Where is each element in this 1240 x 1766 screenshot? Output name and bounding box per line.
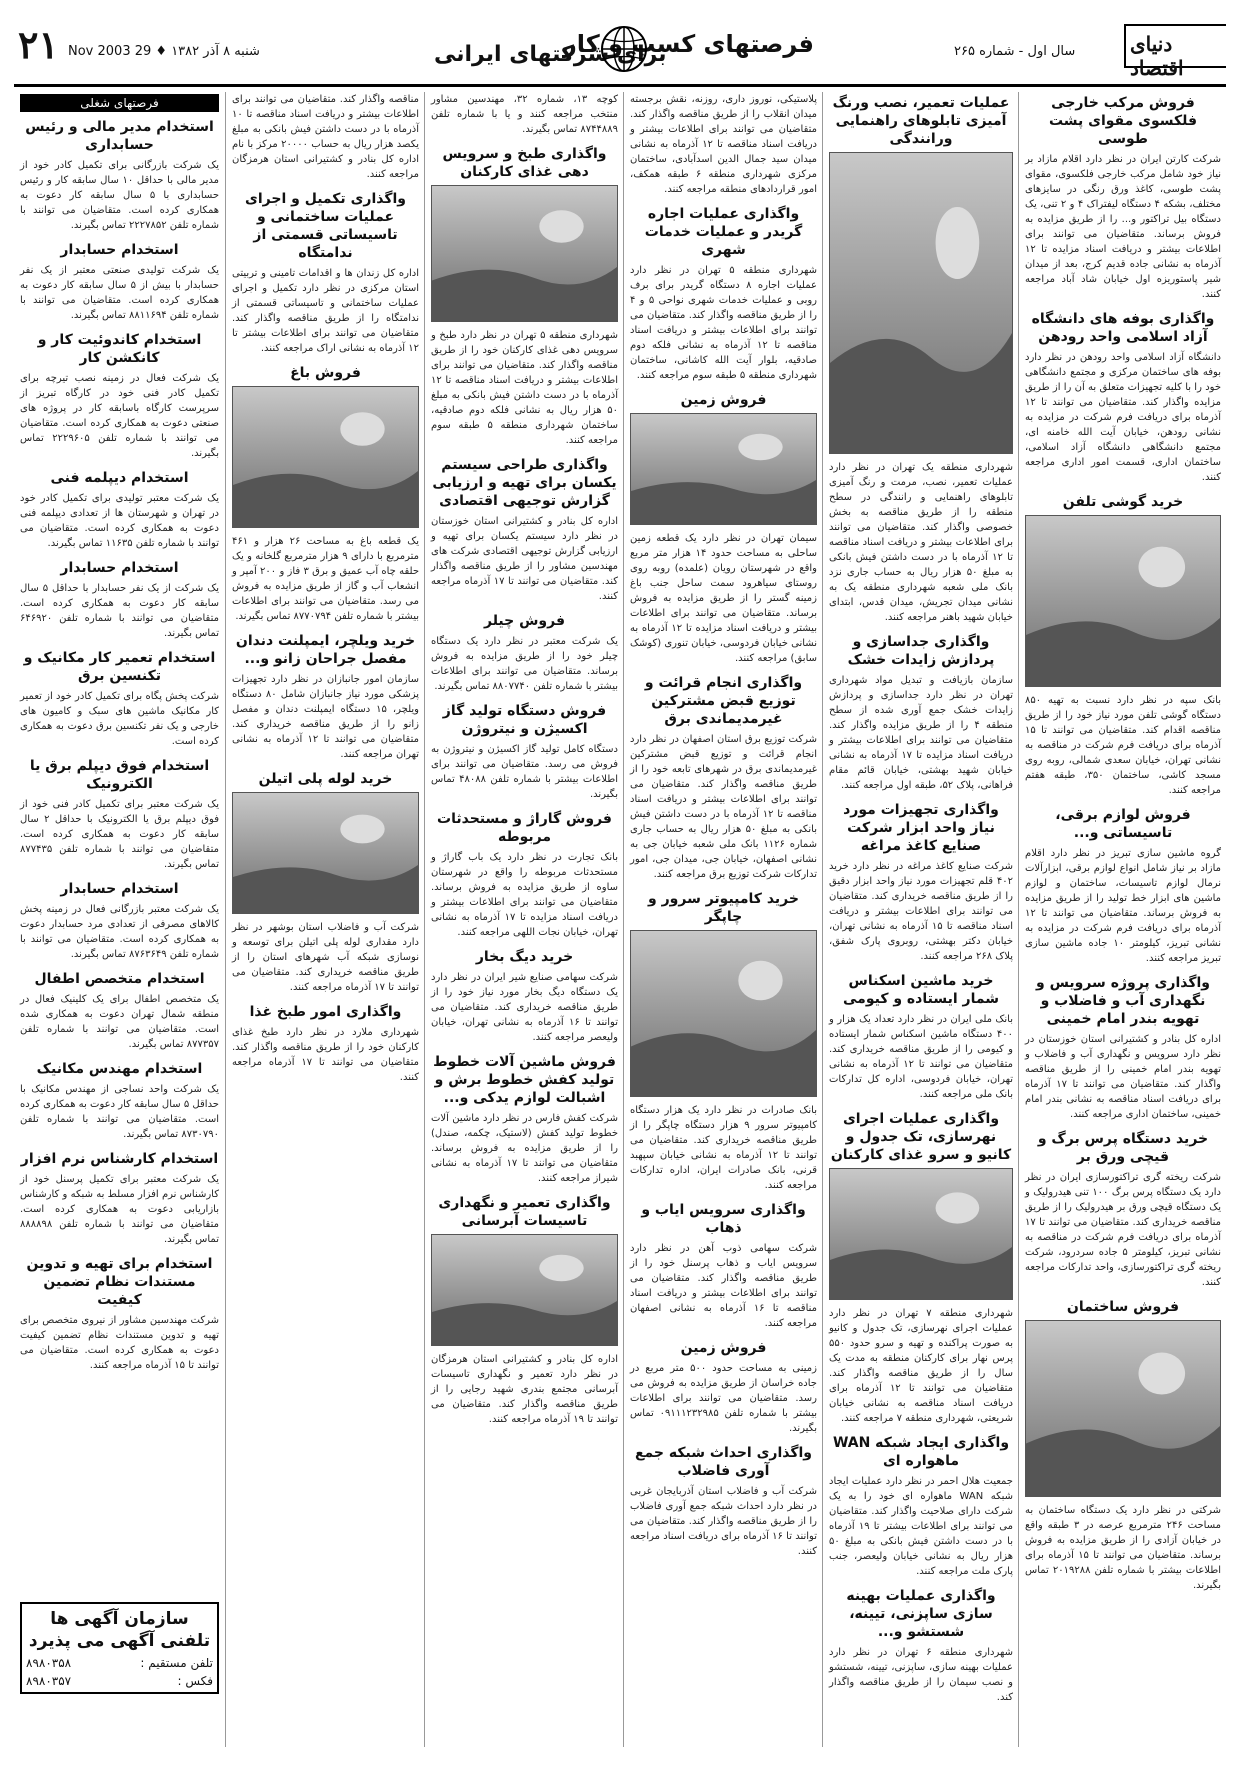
ad-photo (232, 386, 419, 528)
ad-title: فروش ماشین آلات خطوط تولید کفش خطوط برش و اشبالت لوازم یدکی و... (433, 1054, 616, 1106)
jobs-list (14, 116, 225, 1596)
ad-item (829, 94, 1013, 625)
ad-title: خرید دستگاه پرس برگ و قیچی ورق بر (1037, 1131, 1209, 1165)
job-ad-title: استخدام حسابدار (60, 881, 179, 897)
ad-item (431, 810, 618, 940)
ad-body: شرکت سهامی ذوب آهن در نظر دارد سرویس ایاب و ذهاب پرسنل خود را از طریق مناقصه واگذار کند. متقاضیان می توانند برای اطلاعات بیشتر و دریافت اسناد مناقصه تا ۱۶ آذرماه به نشانی اصفهان مراجعه کنند. (630, 1243, 818, 1329)
job-ad-title: استخدام مدیر مالی و رئیس حسابداری (25, 119, 214, 153)
job-ad-body: یک شرکت واحد نساجی از مهندس مکانیک با حداقل ۵ سال سابقه کار دعوت به همکاری کرده است. متقاضیان می توانند با شماره تلفن ۸۷۳۰۷۹۰ تماس بگیرند. (20, 1084, 219, 1140)
job-ad-item (20, 1150, 219, 1247)
ad-item (232, 632, 419, 762)
ad-title: فروش ساختمان (1066, 1299, 1180, 1315)
ad-item (829, 801, 1013, 964)
ad-body: شرکت سهامی صنایع شیر ایران در نظر دارد یک دستگاه دیگ بخار مورد نیاز خود را از طریق مناقصه خریداری کند. متقاضیان می توانند تا ۱۶ آذرماه به نشانی تهران، خیابان ولیعصر مراجعه کنند. (431, 972, 618, 1043)
ad-body: زمینی به مساحت حدود ۵۰۰ متر مربع در جاده خراسان از طریق مزایده به فروش می رسد. متقاضیان می توانند برای اطلاعات بیشتر با شماره تلفن ۰۹۱۱۱۲۳۲۹۸۵ تماس بگیرند. (630, 1363, 818, 1434)
job-ad-title: استخدام متخصص اطفال (34, 971, 205, 987)
ads-box-title-1: سازمان آگهی ها (50, 1609, 189, 1629)
ad-title: فروش گاراژ و مستحدثات مربوطه (437, 811, 612, 845)
ad-item (431, 612, 618, 694)
ad-item (431, 92, 618, 137)
ad-item (630, 92, 817, 197)
ad-title: واگذاری احداث شبکه جمع آوری فاضلاب (634, 1445, 813, 1479)
ad-title: فروش چیلر (484, 613, 565, 629)
ad-item (829, 633, 1013, 793)
job-ad-title: استخدام برای تهیه و تدوین مستندات نظام تضمین کیفیت (26, 1256, 213, 1308)
ads-office-box (20, 1602, 219, 1694)
ad-body: اداره کل بنادر و کشتیرانی استان خوزستان در نظر دارد سرویس و نگهداری آب و فاضلاب و تهویه بندر امام خمینی را از طریق مناقصه واگذار کند. متقاضیان می توانند تا ۱۷ آذرماه برای دریافت اسناد مناقصه به نشانی بندر امام خمینی، ساختمان اداری مراجعه کنند. (1025, 1034, 1221, 1120)
ad-title: خرید گوشی تلفن (1062, 494, 1184, 510)
ads-box-title-2: تلفنی آگهی می پذیرد (28, 1631, 211, 1651)
job-ad-item (20, 1060, 219, 1142)
ad-item (431, 702, 618, 802)
ad-photo (829, 152, 1013, 454)
job-ad-body: یک شرکت معتبر بازرگانی فعال در زمینه پخش کالاهای مصرفی از تعدادی مرد حسابدار دعوت به همکاری کرده است. متقاضیان می توانند با شماره تلفن ۸۷۶۳۶۴۹ تماس بگیرند. (20, 904, 219, 960)
masthead (14, 14, 1226, 87)
ad-title: واگذاری انجام قرائت و توزیع قبض مشترکین غیرمدیماندی برق (644, 675, 803, 727)
ad-item (829, 1434, 1013, 1579)
ad-body: شرکت صنایع کاغذ مراغه در نظر دارد خرید ۴۰۲ قلم تجهیزات مورد نیاز واحد ابزار دقیق را از طریق مناقصه خریداری کند. متقاضیان می توانند برای اطلاعات بیشتر و دریافت اسناد مناقصه تا ۱۵ آذرماه به نشانی تهران، خیابان دکتر بهشتی، روبروی پارک شفق، پلاک ۲۶۸ مراجعه کنند. (829, 861, 1013, 962)
ad-title: واگذاری پروژه سرویس و نگهداری آب و فاضلاب و تهویه بندر امام خمینی (1036, 975, 1210, 1027)
ad-body: شهرداری منطقه ۵ تهران در نظر دارد عملیات اجاره ۸ دستگاه گریدر برای برف روبی و عملیات خدمات شهری نواحی ۵ و ۴ را از طریق مناقصه واگذار کند. متقاضیان می توانند برای اطلاعات بیشتر و دریافت اسناد مناقصه تا ۱۲ آذرماه به نشانی فلکه دوم صادقیه، بلوار آیت الله کاشانی، ساختمان شهرداری منطقه ۵ طبقه سوم مراجعه کنند. (630, 265, 818, 381)
ad-body: جمعیت هلال احمر در نظر دارد عملیات ایجاد شبکه WAN ماهواره ای خود را به یک شرکت دارای صلاحیت واگذار کند. متقاضیان می توانند برای اطلاعات بیشتر تا ۱۹ آذرماه با در دست داشتن فیش بانکی به مبلغ ۵۰ هزار ریال به نشانی خیابان ولیعصر، جنب پارک ملت مراجعه کنند. (829, 1476, 1013, 1577)
ad-title: واگذاری امور طبخ غذا (249, 1004, 402, 1020)
ad-photo (829, 1168, 1013, 1300)
ad-photo (232, 792, 419, 914)
ad-body: شرکت کفش فارس در نظر دارد ماشین آلات خطوط تولید کفش (لاستیک، چکمه، صندل) را از طریق مزایده به فروش برساند. متقاضیان می توانند تا ۱۷ آذرماه به نشانی شیراز مراجعه کنند. (431, 1113, 618, 1184)
ad-item (232, 190, 419, 356)
job-ad-item (20, 880, 219, 962)
ad-item (630, 1339, 817, 1436)
ad-body: شهرداری منطقه یک تهران در نظر دارد عملیات تعمیر، نصب، مرمت و رنگ آمیزی تابلوهای راهنمایی و رانندگی در سطح منطقه را از طریق مناقصه به بخش خصوصی واگذار کند. متقاضیان می توانند برای اطلاعات بیشتر و دریافت اسناد مناقصه تا ۱۲ آذرماه با در دست داشتن فیش بانکی به مبلغ ۵۰ هزار ریال به حساب جاری نزد بانک ملی شعبه شهرداری منطقه یک به نشانی میدان تجریش، میدان قدس، ابتدای خیابان شهید باهنر مراجعه کنند. (829, 462, 1013, 623)
ad-photo (431, 185, 618, 322)
ads-phone-label: تلفن مستقیم : (140, 1656, 213, 1670)
jobs-section-header: فرصتهای شغلی (20, 94, 219, 112)
ad-body: دانشگاه آزاد اسلامی واحد رودهن در نظر دارد بوفه های ساختمان مرکزی و مجتمع دانشگاهی خود را با کلیه تجهیزات متعلق به آن را از طریق مزایده واگذار کند. متقاضیان می توانند تا ۱۲ آذرماه برای دریافت فرم شرکت در مزایده به نشانی رودهن، خیابان آیت الله خامنه ای، مجتمع دانشگاهی دانشگاه آزاد اسلامی، ساختمان اداری، قسمت امور اداری مراجعه کنند. (1025, 352, 1221, 483)
issue-number: سال اول - شماره ۲۶۵ (954, 44, 1076, 59)
issue-date: شنبه ۸ آذر ۱۳۸۲ ♦ 29 Nov 2003 (68, 44, 260, 59)
logo-text: دنیای اقتصاد (1130, 32, 1184, 80)
ad-body: بانک سپه در نظر دارد نسبت به تهیه ۸۵۰ دستگاه گوشی تلفن مورد نیاز خود را از طریق مناقصه اقدام کند. متقاضیان می توانند تا ۱۵ آذرماه برای دریافت فرم شرکت در مناقصه به نشانی تهران، خیابان سعدی شمالی، روبه روی مسجد کاشی، ساختمان ۳۵۰، طبقه هفتم مراجعه کنند. (1025, 695, 1221, 796)
ad-title: واگذاری طبخ و سرویس دهی غذای کارکنان (442, 146, 607, 180)
ad-item (630, 1444, 817, 1559)
ad-title: واگذاری سرویس ایاب و ذهاب (641, 1202, 806, 1236)
ad-item (1025, 1130, 1221, 1290)
job-ad-body: یک متخصص اطفال برای یک کلینیک فعال در منطقه شمال تهران دعوت به همکاری شده است. متقاضیان می توانند با شماره تلفن ۸۷۷۳۵۷ تماس بگیرند. (20, 994, 219, 1050)
ads-phone-line (26, 1656, 213, 1670)
ad-body: شهرداری منطقه ۷ تهران در نظر دارد عملیات اجرای نهرسازی، تک جدول و کانیو به صورت پراکنده و تهیه و سرو حدود ۵۵۰ پرس نهار برای کارکنان منطقه به مدت یک سال را از طریق مناقصه واگذار کند. متقاضیان می توانند تا ۱۲ آذرماه برای دریافت اسناد مناقصه به نشانی خیابان شریعتی، شهرداری منطقه ۷ مراجعه کنند. (829, 1308, 1013, 1424)
ad-body: گروه ماشین سازی تبریز در نظر دارد اقلام مازاد بر نیاز شامل انواع لوازم برقی، ابزارآلات نرمال لوازم تاسیسات، ساختمان و لوازم ماشین های ابزار خط تولید را از طریق مزایده به فروش برساند. متقاضیان می توانند تا ۱۲ آذرماه برای دریافت فرم شرکت در مزایده به نشانی تبریز، کیلومتر ۱۰ جاده ماشین سازی تبریز مراجعه کنند. (1025, 848, 1221, 964)
ad-item (232, 364, 419, 624)
job-ad-item (20, 331, 219, 461)
ad-body: کوچه ۱۳، شماره ۳۲، مهندسین مشاور منتخب مراجعه کنند و یا با شماره تلفن ۸۷۴۴۸۸۹ تماس بگیرند. (431, 94, 618, 135)
ad-body: شرکت آب و فاضلاب استان آذربایجان غربی در نظر دارد احداث شبکه جمع آوری فاضلاب را از طریق مناقصه واگذار کند. متقاضیان می توانند تا ۱۶ آذرماه برای دریافت اسناد مراجعه کنند. (630, 1486, 817, 1557)
ad-item (1025, 310, 1221, 485)
ad-photo (431, 1234, 618, 1346)
ads-fax-number: ۸۹۸۰۳۵۷ (26, 1674, 72, 1688)
job-ad-body: یک شرکت معتبر تولیدی برای تکمیل کادر خود در تهران و شهرستان ها از تعدادی دیپلمه فنی دعوت به همکاری کرده است. متقاضیان می توانند با شماره تلفن ۱۱۶۳۵ تماس بگیرند. (20, 493, 219, 549)
job-ad-title: استخدام فوق دیپلم برق یا الکترونیک (29, 758, 210, 792)
job-ad-item (20, 118, 219, 233)
ad-body: شرکت کارتن ایران در نظر دارد اقلام مازاد بر نیاز خود شامل مرکب خارجی فلکسوی، مقوای پشت طوسی، کاغذ ورق رنگی در سایزهای مختلف، بشکه ۴ دستگاه لیفتراک ۴ و ۲ تنی، یک دستگاه بیل تراکتور و... را از طریق مزایده به فروش برساند. متقاضیان می توانند برای اطلاعات بیشتر و دریافت اسناد مزایده تا ۱۲ آذرماه به نشانی جاده قدیم کرج، بعد از میدان شیر پاستوریزه اول خیابان شاد آباد مراجعه کنند. (1025, 154, 1221, 300)
ad-title: واگذاری جداسازی و پردازش زایدات خشک (847, 634, 995, 668)
ad-title: خرید ویلچر، ایمپلنت دندان مفصل جراحان زانو و... (235, 633, 416, 667)
ad-body: شرکت ریخته گری تراکتورسازی ایران در نظر دارد یک دستگاه پرس برگ ۱۰۰ تنی هیدرولیک و یک دستگاه قیچی ورق بر هیدرولیک را از طریق مناقصه خریداری کند. متقاضیان می توانند تا ۱۷ آذرماه برای دریافت فرم شرکت در مناقصه به نشانی تبریز، کیلومتر ۵ جاده سردرود، شرکت ریخته گری تراکتورسازی، واحد تدارکات مراجعه کنند. (1025, 1172, 1221, 1288)
job-ad-title: استخدام حسابدار (60, 560, 179, 576)
ad-title: واگذاری تجهیزات مورد نیاز واحد ابزار شرکت صنایع کاغذ مراغه (843, 802, 999, 854)
ad-body: شرکت آب و فاضلاب استان بوشهر در نظر دارد مقداری لوله پلی اتیلن برای توسعه و نوسازی شبکه آب شهرهای استان را از طریق مناقصه خریداری کند. متقاضیان می توانند تا ۱۷ آذرماه مراجعه کنند. (232, 922, 419, 993)
job-ad-body: یک شرکت تولیدی صنعتی معتبر از یک نفر حسابدار با بیش از ۵ سال سابقه کار دعوت به همکاری کرده است. متقاضیان می توانند با شماره تلفن ۸۸۱۱۶۹۴ تماس بگیرند. (20, 265, 219, 321)
job-ad-item (20, 559, 219, 641)
job-ad-body: یک شرکت بازرگانی برای تکمیل کادر خود از مدیر مالی با حداقل ۱۰ سال سابقه کار و رئیس حسابداری با ۵ سال سابقه کار دعوت به همکاری کرده است. متقاضیان می توانند با شماره تلفن ۲۲۲۷۸۵۲ تماس بگیرند. (20, 160, 220, 231)
ad-body: شرکت توزیع برق استان اصفهان در نظر دارد انجام قرائت و توزیع قبض مشترکین غیرمدیماندی برق در شهرهای تابعه خود را از طریق مناقصه واگذار کند. متقاضیان می توانند برای اطلاعات بیشتر و دریافت اسناد مناقصه تا ۱۲ آذرماه با در دست داشتن فیش بانکی به مبلغ ۵۰ هزار ریال به حساب جاری شماره ۱۱۲۶ بانک ملی شعبه خیابان جی به نشانی اصفهان، خیابان جی، میدان جی، امور تدارکات شرکت توزیع برق مراجعه کنند. (630, 734, 817, 880)
ad-item (630, 890, 817, 1193)
ad-photo (1025, 515, 1221, 687)
job-ad-item (20, 469, 219, 551)
ad-title: واگذاری بوفه های دانشگاه آزاد اسلامی واحد رودهن (1031, 311, 1215, 345)
job-ad-item (20, 649, 219, 749)
ad-item (1025, 1298, 1221, 1593)
job-ad-item (20, 757, 219, 872)
ad-title: خرید لوله پلی اتیلن (258, 771, 393, 787)
ad-body: بانک صادرات در نظر دارد یک هزار دستگاه کامپیوتر سرور ۹ هزار دستگاه چاپگر را از طریق مناقصه خریداری کند. متقاضیان می توانند تا ۱۲ آذرماه به نشانی خیابان سپهبد قرنی، بانک صادرات ایران، اداره تدارکات مراجعه کنند. (630, 1105, 818, 1191)
job-ad-title: استخدام حسابدار (60, 242, 179, 258)
job-ad-item (20, 1255, 219, 1373)
ad-item (232, 770, 419, 995)
ad-title: واگذاری عملیات اجرای نهرسازی، تک جدول و کانیو و سرو غذای کارکنان (830, 1111, 1012, 1163)
ad-title: واگذاری طراحی سیستم یکسان برای تهیه و ارزیابی گزارش توجیهی اقتصادی (432, 457, 617, 509)
job-ad-title: استخدام کارشناس نرم افزار (20, 1151, 219, 1167)
ad-body: دستگاه کامل تولید گاز اکسیژن و نیتروژن به فروش می رسد. متقاضیان می توانند برای اطلاعات بیشتر با شماره تلفن ۴۸۰۸۸ تماس بگیرند. (431, 744, 619, 800)
column-2 (822, 92, 1019, 1747)
job-ad-item (20, 241, 219, 323)
ad-title: خرید ماشین اسکناس شمار ایستاده و کیومی (843, 973, 999, 1007)
ad-item (431, 1053, 618, 1186)
column-6-jobs (14, 92, 225, 1747)
ad-title: فروش زمین (680, 1340, 767, 1356)
job-ad-title: استخدام دیپلمه فنی (50, 470, 189, 486)
ad-item (431, 456, 618, 604)
ad-title: خرید کامپیوتر سرور و چاپگر (648, 891, 799, 925)
job-ad-body: یک شرکت فعال در زمینه نصب تیرچه برای تکمیل کادر فنی خود در کارگاه تبریز از سرپرست کارگاه باسابقه کار در پروژه های صنعتی دعوت به همکاری کرده است. متقاضیان می توانند با شماره تلفن ۲۲۲۹۶۰۵ تماس بگیرند. (20, 373, 220, 459)
ad-title: فروش زمین (680, 392, 767, 408)
ad-item (232, 1003, 419, 1085)
ad-item (1025, 94, 1221, 302)
newspaper-logo (1124, 24, 1226, 80)
job-ad-title: استخدام کاندوئیت کار و کانکشن کار (37, 332, 202, 366)
ad-item (630, 674, 817, 882)
ad-item (1025, 974, 1221, 1122)
job-ad-body: شرکت مهندسین مشاور از نیروی متخصص برای تهیه و تدوین مستندات نظام تضمین کیفیت دعوت به همکاری کرده است. متقاضیان می توانند تا ۱۵ آذرماه مراجعه کنند. (20, 1315, 219, 1371)
newspaper-page (14, 14, 1226, 1752)
ads-fax-line (26, 1674, 213, 1688)
ad-item (232, 92, 419, 182)
ad-body: سازمان بازیافت و تبدیل مواد شهرداری تهران در نظر دارد جداسازی و پردازش زایدات خشک جمع آوری شده از سطح منطقه ۴ را از طریق مزایده واگذار کند. متقاضیان می توانند برای اطلاعات بیشتر و دریافت اسناد مزایده تا ۱۷ آذرماه به نشانی خیابان شهید بهشتی، خیابان قائم مقام فراهانی، پلاک ۵۲، طبقه اول مراجعه کنند. (829, 675, 1013, 791)
ad-body: اداره کل زندان ها و اقدامات تامینی و تربیتی استان مرکزی در نظر دارد تکمیل و اجرای عملیات ساختمانی و تاسیساتی قسمتی از ندامتگاه را از طریق مناقصه واگذار کند. متقاضیان می توانند برای اطلاعات بیشتر تا ۱۲ آذرماه به نشانی اراک مراجعه کنند. (232, 268, 419, 354)
ad-body: یک قطعه باغ به مساحت ۲۶ هزار و ۴۶۱ مترمربع با دارای ۹ هزار مترمربع گلخانه و یک حلقه چاه آب عمیق و برق ۳ فاز و ۲۰۰ آمپر و انشعاب آب و گاز از طریق مزایده به فروش می رسد. متقاضیان می توانند برای اطلاعات بیشتر با شماره تلفن ۸۷۷۰۷۹۴ تماس بگیرند. (232, 536, 420, 622)
column-5 (225, 92, 425, 1747)
job-ad-item (20, 970, 219, 1052)
ad-title: فروش لوازم برقی، تاسیساتی و... (1055, 807, 1191, 841)
ad-item (630, 205, 817, 383)
column-3 (623, 92, 823, 1747)
job-ad-body: یک شرکت معتبر برای تکمیل پرسنل خود از کارشناس نرم افزار مسلط به شبکه و کارشناس بازاریابی دعوت به همکاری کرده است. متقاضیان می توانند با شماره تلفن ۸۸۸۸۹۸ تماس بگیرند. (20, 1174, 219, 1245)
job-ad-body: یک شرکت معتبر برای تکمیل کادر فنی خود از فوق دیپلم برق یا الکترونیک با حداقل ۲ سال سابقه کار دعوت به همکاری کرده است. متقاضیان می توانند با شماره تلفن ۸۷۷۴۳۵ تماس بگیرند. (20, 799, 220, 870)
section-title-right: فرصتهای کسب و کار (562, 30, 814, 58)
ad-body: مناقصه واگذار کند. متقاضیان می توانند برای اطلاعات بیشتر و دریافت اسناد مناقصه تا ۱۰ آذرماه با در دست داشتن فیش بانکی به مبلغ یکصد هزار ریال به حساب ۲۰۰۰۰ مرکز با نام اداره کل بنادر و کشتیرانی استان هرمزگان مراجعه کنند. (232, 94, 420, 180)
ad-photo (1025, 1320, 1221, 1497)
ad-item (829, 1110, 1013, 1426)
column-4 (424, 92, 624, 1747)
ad-title: فروش دستگاه تولید گاز اکسیژن و نیتروژن (442, 703, 607, 737)
ad-title: فروش مرکب خارجی فلکسوی مقوای پشت طوسی (1048, 95, 1198, 147)
ad-body: بانک ملی ایران در نظر دارد تعداد یک هزار و ۴۰۰ دستگاه ماشین اسکناس شمار ایستاده و کیومی را از طریق مناقصه خریداری کند. متقاضیان می توانند تا ۱۲ آذرماه به نشانی تهران، خیابان فردوسی، اداره کل تدارکات بانک ملی مراجعه کنند. (829, 1014, 1013, 1100)
ad-photo (630, 930, 817, 1097)
ad-item (431, 145, 618, 448)
ad-title: خرید دیگ بخار (475, 949, 574, 965)
job-ad-title: استخدام تعمیر کار مکانیک و تکنسین برق (23, 650, 216, 684)
ad-title: واگذاری عملیات بهینه سازی ساپزنی، تیینه، شستشو و... (846, 1588, 996, 1640)
ad-body: سازمان امور جانبازان در نظر دارد تجهیزات پزشکی مورد نیاز جانبازان شامل ۸۰ دستگاه ویلچر، ۱۵ دستگاه ایمپلنت دندان و مفصل زانو را از طریق مناقصه خریداری کند. متقاضیان می توانند تا ۱۲ آذرماه به نشانی تهران مراجعه کنند. (232, 674, 419, 760)
ad-body: اداره کل بنادر و کشتیرانی استان خوزستان در نظر دارد سیستم یکسان برای تهیه و ارزیابی گزارش توجیهی اقتصادی شرکت های مهندسین مشاور را از طریق مناقصه واگذار کند. متقاضیان می توانند تا ۱۷ آذرماه مراجعه کنند. (431, 516, 618, 602)
ad-title: واگذاری تکمیل و اجرای عملیات ساختمانی و تاسیساتی قسمتی از ندامتگاه (245, 191, 406, 261)
ad-item (1025, 493, 1221, 798)
ad-title: واگذاری عملیات اجاره گریدر و عملیات خدمات شهری (644, 206, 803, 258)
ad-body: یک شرکت معتبر در نظر دارد یک دستگاه چیلر خود را از طریق مزایده به فروش برساند. متقاضیان می توانند برای اطلاعات بیشتر با شماره تلفن ۸۸۰۷۷۴۰ تماس بگیرند. (431, 636, 618, 692)
ad-photo (630, 413, 817, 525)
page-number: ۲۱ (18, 22, 59, 67)
ad-item (630, 1201, 817, 1331)
ad-body: پلاستیکی، نوروز داری، روزنه، نقش برجسته میدان انقلاب را از طریق مناقصه واگذار کند. متقاضیان می توانند برای اطلاعات بیشتر و دریافت اسناد مناقصه تا ۱۲ آذرماه به نشانی میدان سید جمال الدین اسدآبادی، ساختمان مرکزی شهرداری منطقه ۶ طبقه همکف، امور قراردادهای منطقه مراجعه کنند. (630, 94, 818, 195)
ad-body: اداره کل بنادر و کشتیرانی استان هرمزگان در نظر دارد تعمیر و نگهداری تاسیسات آبرسانی مجتمع بندری شهید رجایی را از طریق مناقصه واگذار کند. متقاضیان می توانند تا ۱۹ آذرماه مراجعه کنند. (431, 1354, 618, 1425)
ad-title: عملیات تعمیر، نصب ورنگ آمیزی تابلوهای راهنمایی ورانندگی (832, 95, 1010, 147)
ad-item (431, 948, 618, 1045)
ad-body: بانک تجارت در نظر دارد یک باب گاراژ و مستحدثات مربوطه را واقع در شهرستان ساوه از طریق مزایده به فروش برساند. متقاضیان می توانند برای اطلاعات بیشتر و دریافت اسناد مزایده تا ۱۷ آذرماه به نشانی تهران، خیابان نجات اللهی مراجعه کنند. (431, 852, 618, 938)
ad-body: شهرداری منطقه ۶ تهران در نظر دارد عملیات بهینه سازی، ساپزنی، تیینه، شستشو و نصب سیمان را از طریق مناقصه واگذار کند. (829, 1647, 1013, 1703)
ads-phone-number: ۸۹۸۰۳۵۸ (26, 1656, 72, 1670)
ad-item (630, 391, 817, 666)
job-ad-title: استخدام مهندس مکانیک (36, 1061, 203, 1077)
ad-title: فروش باغ (290, 365, 361, 381)
ad-body: شهرداری ملارد در نظر دارد طبخ غذای کارکنان خود را از طریق مناقصه واگذار کند. متقاضیان می توانند تا ۱۷ آذرماه مراجعه کنند. (232, 1027, 419, 1083)
ads-fax-label: فکس : (177, 1674, 213, 1688)
ad-title: واگذاری ایجاد شبکه WAN ماهواره ای (832, 1435, 1010, 1469)
ad-item (829, 972, 1013, 1102)
ad-item (829, 1587, 1013, 1705)
job-ad-body: یک شرکت از یک نفر حسابدار با حداقل ۵ سال سابقه کار دعوت به همکاری کرده است. متقاضیان می توانند با شماره تلفن ۶۴۶۹۲۰ تماس بگیرند. (20, 583, 220, 639)
section-title-left: برای شرکتهای ایرانی (434, 42, 667, 67)
ad-body: شهرداری منطقه ۵ تهران در نظر دارد طبخ و سرویس دهی غذای کارکنان خود را از طریق مناقصه واگذار کند. متقاضیان می توانند برای اطلاعات بیشتر و دریافت اسناد مناقصه تا ۱۲ آذرماه با در دست داشتن فیش بانکی به مبلغ ۵۰ هزار ریال به نشانی فلکه دوم صادقیه، ساختمان شهرداری منطقه ۵ طبقه سوم مراجعه کنند. (431, 330, 619, 446)
ad-item (1025, 806, 1221, 966)
ad-body: سیمان تهران در نظر دارد یک قطعه زمین ساحلی به مساحت حدود ۱۴ هزار متر مربع واقع در شهرستان رویان (علمده) روبه روی روستای سیاهرود سمت ساحل جنب باغ زمینه گستر را از طریق مزایده به فروش برساند. متقاضیان می توانند برای اطلاعات بیشتر و دریافت اسناد مزایده تا ۱۲ آذرماه به نشانی خیابان فردوسی، خیابان تنوری (کوشک سابق) مراجعه کنند. (630, 533, 817, 664)
column-1 (1018, 92, 1226, 1747)
ad-item (431, 1194, 618, 1427)
globe-icon (599, 24, 649, 74)
job-ad-body: شرکت پخش پگاه برای تکمیل کادر خود از تعمیر کار مکانیک ماشین های سبک و کامیون های خارجی و یک نفر تکنسین برق دعوت به همکاری کرده است. (20, 691, 219, 747)
ad-title: واگذاری تعمیر و نگهداری تاسیسات آبرسانی (438, 1195, 611, 1229)
ad-body: شرکتی در نظر دارد یک دستگاه ساختمان به مساحت ۲۴۶ مترمربع عرصه در ۳ طبقه واقع در خیابان آزادی را از طریق مزایده به فروش برساند. متقاضیان می توانند تا ۱۵ آذرماه برای اطلاعات بیشتر با شماره تلفن ۲۰۱۹۲۸۸ تماس بگیرند. (1025, 1505, 1221, 1591)
